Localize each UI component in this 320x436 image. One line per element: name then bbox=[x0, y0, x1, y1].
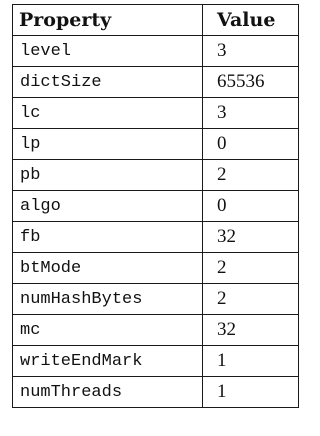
property-cell: fb bbox=[13, 222, 203, 253]
table-row bbox=[13, 36, 299, 67]
table-row bbox=[13, 222, 299, 253]
value-column-header: Value bbox=[203, 5, 299, 36]
value-cell: 1 bbox=[203, 346, 299, 377]
property-cell: numHashBytes bbox=[13, 284, 203, 315]
value-cell: 32 bbox=[203, 315, 299, 346]
property-cell: lc bbox=[13, 98, 203, 129]
property-cell: numThreads bbox=[13, 377, 203, 408]
value-cell: 2 bbox=[203, 160, 299, 191]
property-cell: dictSize bbox=[13, 67, 203, 98]
value-cell: 3 bbox=[203, 98, 299, 129]
table-row bbox=[13, 284, 299, 315]
property-cell: algo bbox=[13, 191, 203, 222]
header-row bbox=[13, 5, 299, 36]
property-cell: pb bbox=[13, 160, 203, 191]
table-row bbox=[13, 67, 299, 98]
table-row bbox=[13, 160, 299, 191]
property-cell: writeEndMark bbox=[13, 346, 203, 377]
property-column-header: Property bbox=[13, 5, 203, 36]
property-cell: level bbox=[13, 36, 203, 67]
table-row bbox=[13, 315, 299, 346]
value-cell: 3 bbox=[203, 36, 299, 67]
table-row bbox=[13, 98, 299, 129]
table-row bbox=[13, 346, 299, 377]
value-cell: 32 bbox=[203, 222, 299, 253]
table-row bbox=[13, 129, 299, 160]
value-cell: 2 bbox=[203, 284, 299, 315]
value-cell: 65536 bbox=[203, 67, 299, 98]
value-cell: 1 bbox=[203, 377, 299, 408]
value-cell: 0 bbox=[203, 129, 299, 160]
property-cell: mc bbox=[13, 315, 203, 346]
table-row bbox=[13, 377, 299, 408]
properties-table bbox=[12, 4, 299, 408]
table-row bbox=[13, 191, 299, 222]
property-cell: btMode bbox=[13, 253, 203, 284]
property-cell: lp bbox=[13, 129, 203, 160]
table-row bbox=[13, 253, 299, 284]
value-cell: 0 bbox=[203, 191, 299, 222]
value-cell: 2 bbox=[203, 253, 299, 284]
